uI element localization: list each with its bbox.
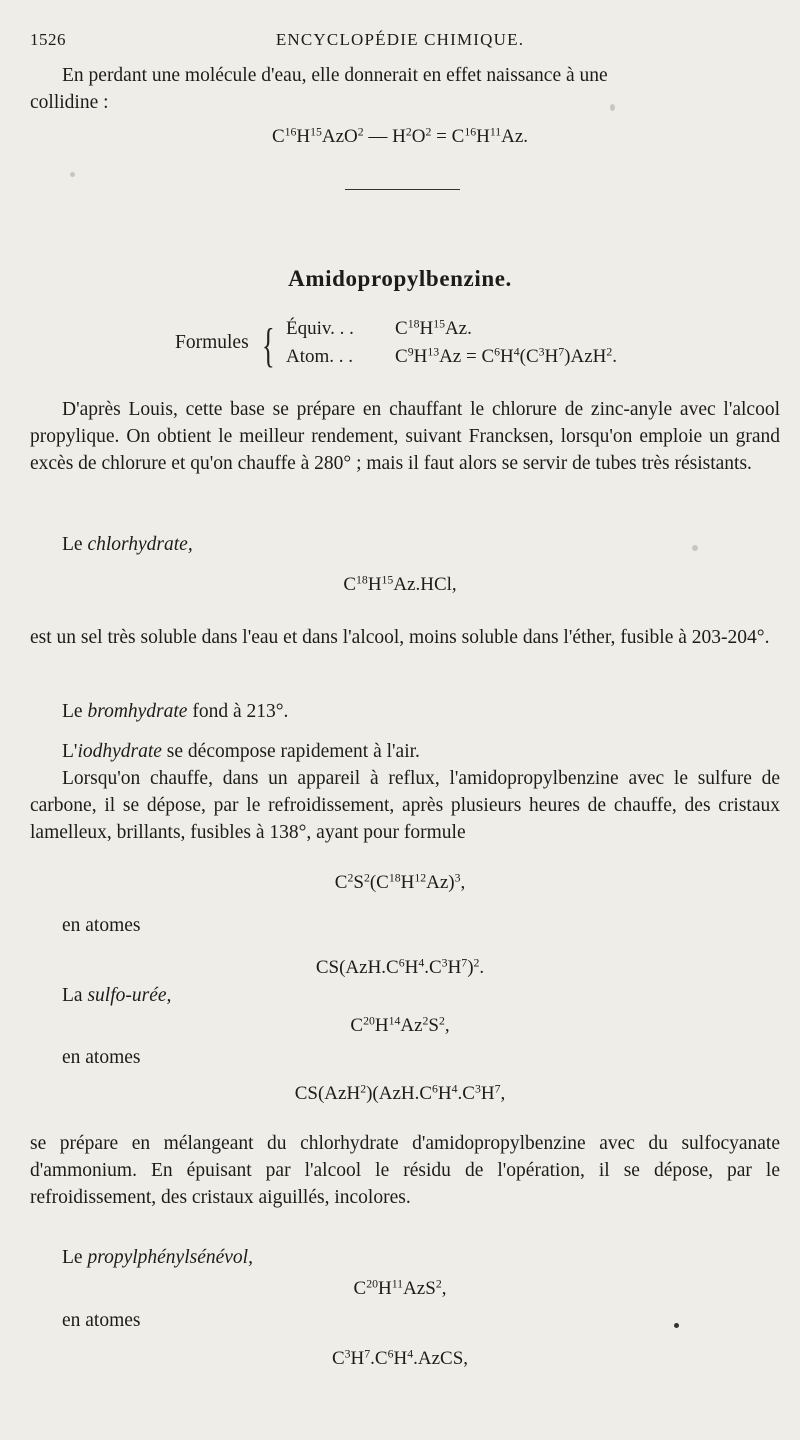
c2s2-formula: $C^2S^2(C^{18}H^{12}Az)^3$,: [334, 871, 466, 893]
senevol-heading: Le propylphénylsénévol,: [62, 1247, 253, 1268]
chlorhydrate-formula: $C^{18}H^{15}Az.HCl$,: [343, 573, 457, 595]
intro-line-1: En perdant une molécule d'eau, elle donnerait en effet naissance à une: [62, 65, 608, 86]
preparation-paragraph: D'après Louis, cette base se prépare en chauffant le chlorure de zinc-anyle avec l'alcool propylique. On obtient le meilleur rendement, suivant Francksen, lorsqu'on emploie un grand excès de chlorure et qu'on chauffe à 280° ; mais il faut alors se servir de tubes très résistants.: [30, 399, 780, 474]
section-title: Amidopropylbenzine.: [288, 266, 512, 291]
sulfouree-paragraph: se prépare en mélangeant du chlorhydrate d'amidopropylbenzine avec du sulfocyanate d'ammonium. En épuisant par l'alcool le résidu de l'opération, il se dépose, par le refroidissement, des cristaux aiguillés, incolores.: [30, 1133, 780, 1208]
speck: [674, 1323, 679, 1328]
equiv-label: Équiv. . .: [286, 318, 354, 339]
running-title: ENCYCLOPÉDIE CHIMIQUE.: [275, 30, 525, 49]
sulfouree-formula: $C^{20}H^{14}Az^2S^2$,: [350, 1014, 450, 1036]
iodhydrate-line: L'iodhydrate se décompose rapidement à l'air.: [62, 741, 420, 762]
section-divider: [345, 189, 460, 190]
sulfouree-heading: La sulfo-urée,: [62, 985, 172, 1006]
chlorhydrate-heading: Le chlorhydrate,: [62, 534, 193, 555]
speck: [70, 172, 75, 177]
page-number: 1526: [30, 30, 66, 49]
chlorhydrate-description: est un sel très soluble dans l'eau et dans l'alcool, moins soluble dans l'éther, fusible à 203-204°.: [30, 627, 770, 648]
bromhydrate-line: Le bromhydrate fond à 213°.: [62, 701, 289, 722]
atom-label: Atom. . .: [286, 346, 354, 367]
senevol-atom-formula: $C^3H^7.C^6H^4.AzCS$,: [331, 1347, 469, 1369]
equiv-formula: $C^{18}H^{15}Az$.: [395, 317, 472, 339]
formules-label: Formules: [175, 332, 249, 353]
atom-formula: $C^9H^{13}Az = C^6H^4(C^3H^7)AzH^2$.: [395, 345, 617, 367]
en-atomes-label: en atomes: [62, 915, 141, 936]
sulfouree-atom-formula: $CS(AzH^2)(AzH.C^6H^4.C^3H^7$,: [294, 1082, 506, 1104]
en-atomes-label-2: en atomes: [62, 1047, 141, 1068]
en-atomes-label-3: en atomes: [62, 1310, 141, 1331]
brace-symbol: {: [262, 319, 275, 372]
intro-line-2: collidine :: [30, 92, 109, 113]
reflux-paragraph: Lorsqu'on chauffe, dans un appareil à reflux, l'amidopropylbenzine avec le sulfure de carbone, il se dépose, par le refroidissement, après plusieurs heures de chauffe, des cristaux lamelleux, brillants, fusibles à 138°, ayant pour formule: [30, 768, 780, 843]
senevol-formula: $C^{20}H^{11}AzS^2$,: [353, 1277, 447, 1299]
dehydration-equation: $C^{16}H^{15}AzO^2$ — $H^2O^2 = C^{16}H^{11}Az$.: [271, 125, 529, 147]
cs-atom-formula: $CS(AzH.C^6H^4.C^3H^7)^2$.: [315, 956, 485, 978]
